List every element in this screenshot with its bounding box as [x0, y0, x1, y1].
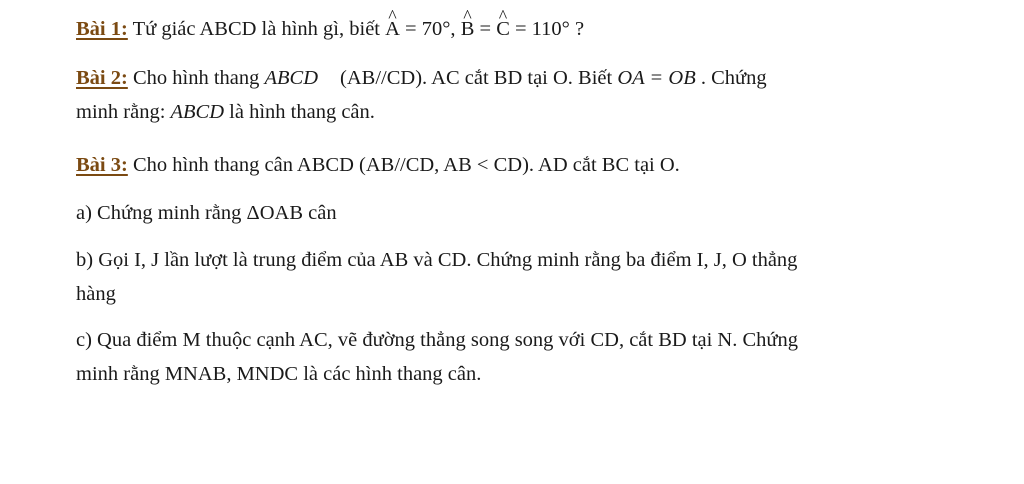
exercise-2-label: Bài 2: [76, 67, 128, 89]
angle-a: ^ A [385, 14, 400, 44]
exercise-3-label: Bài 3: [76, 154, 128, 176]
exercise-2-line2-math: ABCD [170, 101, 225, 123]
part-b-line1: b) Gọi I, J lần lượt là trung điểm của AB và CD. Chứng minh rằng ba điểm I, J, O thẳng [76, 249, 798, 271]
part-c-line1: c) Qua điểm M thuộc cạnh AC, vẽ đường thẳng song song với CD, cắt BD tại N. Chứng [76, 329, 799, 351]
angle-bc-value: = 110° ? [509, 18, 585, 40]
part-a-triangle: ΔOAB [246, 202, 303, 224]
exercise-2-parallel: (AB//CD). [340, 67, 428, 89]
exercise-2-line2-b: là hình thang cân. [224, 101, 375, 123]
exercise-3 [76, 150, 680, 180]
angle-b: ^ B [461, 14, 475, 44]
exercise-3-part-a [76, 198, 337, 228]
angle-a-value: = 70°, [399, 18, 461, 40]
exercise-3-text: Cho hình thang cân ABCD (AB//CD, AB < CD). AD cắt BC tại O. [127, 154, 680, 176]
angle-c: ^ C [496, 14, 510, 44]
part-b-line2: hàng [76, 283, 116, 305]
exercise-2-line2-a: minh rằng: [76, 101, 171, 123]
exercise-3-part-b [76, 245, 956, 309]
exercise-2 [76, 63, 956, 127]
exercise-2-text-a: Cho hình thang [127, 67, 265, 89]
exercise-2-text-b: AC cắt BD tại O. Biết [427, 67, 618, 89]
exercise-3-part-c [76, 325, 956, 389]
exercise-2-math-oa-ob: OA = OB [617, 67, 696, 89]
part-c-line2: minh rằng MNAB, MNDC là các hình thang cân. [76, 363, 482, 385]
part-a-tail: cân [303, 202, 337, 224]
part-a-text: a) Chứng minh rằng [76, 202, 247, 224]
exercise-1-text: Tứ giác ABCD là hình gì, biết [127, 18, 386, 40]
exercise-2-math-abcd: ABCD [264, 67, 319, 89]
exercise-2-text-c: . Chứng [695, 67, 767, 89]
exercise-1-label: Bài 1: [76, 18, 128, 40]
exercise-1 [76, 14, 584, 44]
angle-b-eq: = [474, 18, 497, 40]
